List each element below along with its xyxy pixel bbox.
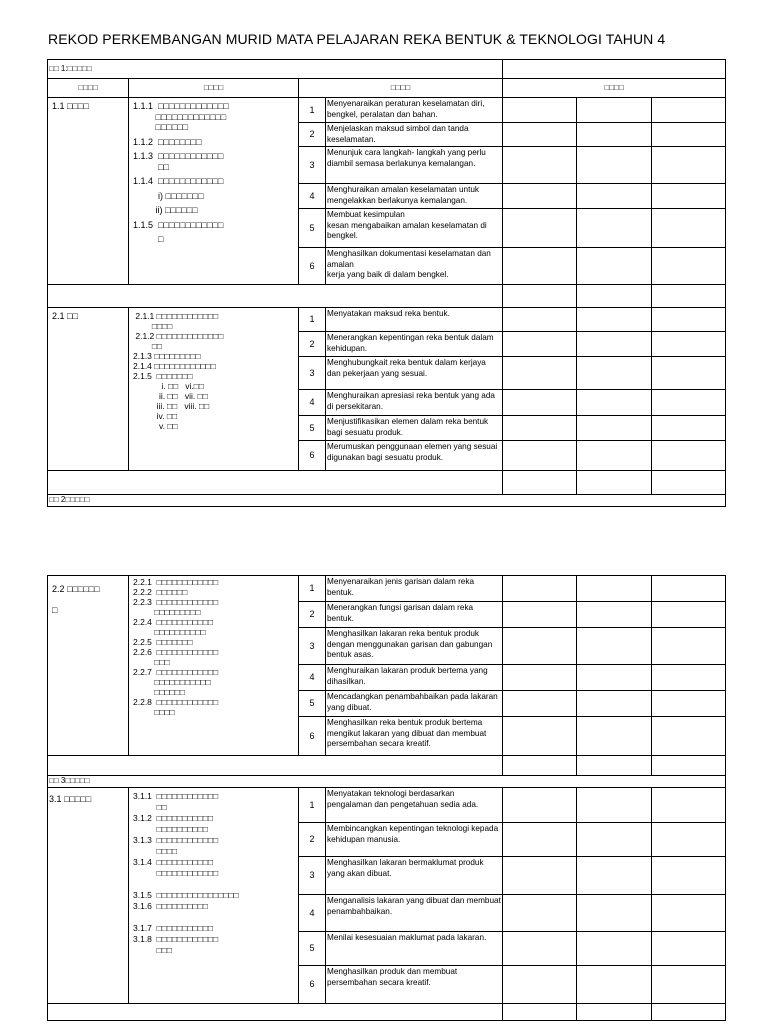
subsection-list: 2.2.1 □□□□□□□□□□□□ 2.2.2 □□□□□□ 2.2.3 □□□□□□□□□□□□ □□□□□□□□□ 2.2.4 □□□□□□□□□□□ □□□□□□□□□□ 2.2.5 □□□□□□□ 2.2.6 □□□□□□□□□□□□ □□□ 2.2.7 □□□□□□□□□□□□ □□□□□□□□□□□ □□□□□□ 2.2.8 □□□□□□□□□□□□ □□□□ [129, 576, 299, 756]
level-number: 1 [299, 576, 326, 602]
record-cell[interactable] [652, 416, 726, 441]
record-cell[interactable] [503, 390, 577, 416]
record-cell[interactable] [503, 628, 577, 665]
record-cell[interactable] [652, 691, 726, 717]
record-cell[interactable] [577, 576, 652, 602]
header-col-3: □□□□ [299, 79, 503, 98]
level-number: 6 [299, 966, 326, 1004]
level-description: Menghasilkan lakaran bermaklumat produk yang akan dibuat. [326, 857, 503, 895]
record-cell[interactable] [503, 123, 577, 147]
record-cell[interactable] [577, 98, 652, 123]
level-description: Menjustifikasikan elemen dalam reka bentuk bagi sesuatu produk. [326, 416, 503, 441]
level-description: Membincangkan kepentingan teknologi kepada kehidupan manusia. [326, 823, 503, 857]
record-cell[interactable] [577, 390, 652, 416]
record-cell[interactable] [503, 248, 577, 285]
level-description: Menghuraikan apresiasi reka bentuk yang ada di persekitaran. [326, 390, 503, 416]
record-cell[interactable] [577, 123, 652, 147]
record-cell[interactable] [577, 691, 652, 717]
record-cell[interactable] [652, 209, 726, 248]
record-cell[interactable] [577, 332, 652, 357]
level-number: 3 [299, 147, 326, 184]
level-number: 6 [299, 717, 326, 756]
record-cell[interactable] [503, 857, 577, 895]
record-cell[interactable] [577, 717, 652, 756]
record-cell[interactable] [577, 416, 652, 441]
unit-3-label: □□ 3□□□□□ [48, 776, 726, 788]
record-cell[interactable] [652, 628, 726, 665]
record-cell[interactable] [503, 665, 577, 691]
record-cell[interactable] [652, 932, 726, 966]
level-number: 2 [299, 123, 326, 147]
record-cell[interactable] [503, 147, 577, 184]
record-cell[interactable] [503, 602, 577, 628]
level-description: Menghubungkait reka bentuk dalam kerjaya dan pekerjaan yang sesuai. [326, 357, 503, 390]
record-cell[interactable] [652, 665, 726, 691]
level-number: 5 [299, 416, 326, 441]
level-number: 2 [299, 332, 326, 357]
record-cell[interactable] [503, 691, 577, 717]
level-description: Mencadangkan penambahbaikan pada lakaran yang dibuat. [326, 691, 503, 717]
section-code: 1.1 □□□□ [48, 98, 129, 285]
record-cell[interactable] [577, 184, 652, 209]
record-cell[interactable] [577, 823, 652, 857]
record-cell[interactable] [652, 576, 726, 602]
record-cell[interactable] [652, 184, 726, 209]
level-description: Menyenaraikan peraturan keselamatan diri, bengkel, peralatan dan bahan. [326, 98, 503, 123]
level-description: Menghuraikan lakaran produk bertema yang dihasilkan. [326, 665, 503, 691]
subsection-list: 3.1.1 □□□□□□□□□□□□ □□ 3.1.2 □□□□□□□□□□□ □□□□□□□□□□ 3.1.3 □□□□□□□□□□□□ □□□□ 3.1.4 □□□□□□□□□□□ □□□□□□□□□□□□ 3.1.5 □□□□□□□□□□□□□□□□ 3.1.6 □□□□□□□□□□ 3.1.7 □□□□□□□□□□□ 3.1.8 □□□□□□□□□□□□ □□□ [129, 788, 299, 1004]
header-col-2: □□□□ [129, 79, 299, 98]
level-number: 6 [299, 441, 326, 471]
level-number: 4 [299, 390, 326, 416]
record-cell[interactable] [652, 966, 726, 1004]
record-cell[interactable] [652, 123, 726, 147]
level-description: Menunjuk cara langkah- langkah yang perlu diambil semasa berlakunya kemalangan. [326, 147, 503, 184]
record-cell[interactable] [652, 441, 726, 471]
record-cell[interactable] [503, 441, 577, 471]
unit-1-label: □□ 1:□□□□□ [48, 60, 503, 79]
level-number: 5 [299, 209, 326, 248]
level-number: 6 [299, 248, 326, 285]
level-description: Menghasilkan dokumentasi keselamatan dan amalan kerja yang baik di dalam bengkel. [326, 248, 503, 285]
record-cell[interactable] [577, 147, 652, 184]
record-cell[interactable] [503, 332, 577, 357]
record-cell[interactable] [652, 98, 726, 123]
level-description: Menganalisis lakaran yang dibuat dan membuat penambahbaikan. [326, 895, 503, 932]
record-cell[interactable] [503, 932, 577, 966]
record-cell[interactable] [503, 209, 577, 248]
header-col-4: □□□□ [503, 79, 726, 98]
level-number: 3 [299, 628, 326, 665]
level-description: Menghasilkan reka bentuk produk bertema mengikut lakaran yang dibuat dan membuat persembahan secara kreatif. [326, 717, 503, 756]
section-code: 2.2 □□□□□□ □ [48, 576, 129, 756]
level-number: 2 [299, 823, 326, 857]
level-description: Menghuraikan amalan keselamatan untuk mengelakkan berlakunya kemalangan. [326, 184, 503, 209]
record-cell[interactable] [503, 98, 577, 123]
level-number: 1 [299, 788, 326, 823]
record-cell[interactable] [503, 357, 577, 390]
record-cell[interactable] [577, 248, 652, 285]
section-code: 2.1 □□ [48, 308, 129, 471]
subsection-list: 2.1.1 □□□□□□□□□□□□ □□□□ 2.1.2 □□□□□□□□□□□□□ □□ 2.1.3 □□□□□□□□□ 2.1.4 □□□□□□□□□□□□ 2.1.5 □□□□□□□ i. □□ vi.□□ ii. □□ vii. □□ iii. □□ viii. □□ iv. □□ v. □□ [129, 308, 299, 471]
record-cell[interactable] [652, 602, 726, 628]
record-cell[interactable] [652, 823, 726, 857]
record-cell[interactable] [577, 209, 652, 248]
level-number: 1 [299, 308, 326, 332]
level-description: Menerangkan fungsi garisan dalam reka bentuk. [326, 602, 503, 628]
level-description: Menghasilkan lakaran reka bentuk produk dengan menggunakan garisan dan gabungan bentuk asas. [326, 628, 503, 665]
level-number: 4 [299, 665, 326, 691]
unit-2-label: □□ 2□□□□□ [48, 495, 726, 507]
record-cell[interactable] [652, 857, 726, 895]
level-number: 2 [299, 602, 326, 628]
record-cell[interactable] [503, 823, 577, 857]
record-cell[interactable] [503, 184, 577, 209]
level-number: 5 [299, 932, 326, 966]
record-cell[interactable] [503, 717, 577, 756]
level-description: Menghasilkan produk dan membuat persembahan secara kreatif. [326, 966, 503, 1004]
record-cell[interactable] [503, 576, 577, 602]
record-cell[interactable] [503, 308, 577, 332]
level-number: 3 [299, 357, 326, 390]
record-cell[interactable] [577, 895, 652, 932]
record-cell[interactable] [503, 788, 577, 823]
record-cell[interactable] [652, 390, 726, 416]
record-table-unit-1 [47, 59, 726, 507]
page-title: REKOD PERKEMBANGAN MURID MATA PELAJARAN REKA BENTUK & TEKNOLOGI TAHUN 4 [48, 31, 666, 47]
record-cell[interactable] [652, 717, 726, 756]
record-cell[interactable] [577, 308, 652, 332]
record-cell[interactable] [652, 147, 726, 184]
level-description: Menilai kesesuaian maklumat pada lakaran. [326, 932, 503, 966]
record-cell[interactable] [652, 357, 726, 390]
record-cell[interactable] [577, 966, 652, 1004]
record-cell[interactable] [577, 628, 652, 665]
record-table-unit-2-3 [47, 575, 726, 1021]
record-cell[interactable] [503, 416, 577, 441]
header-col-1: □□□□ [48, 79, 129, 98]
record-cell[interactable] [503, 895, 577, 932]
section-code: 3.1 □□□□□ [48, 788, 129, 1004]
record-cell[interactable] [652, 788, 726, 823]
record-cell[interactable] [652, 895, 726, 932]
record-cell[interactable] [652, 248, 726, 285]
record-cell[interactable] [577, 932, 652, 966]
level-description: Menyatakan maksud reka bentuk. [326, 308, 503, 332]
record-cell[interactable] [577, 857, 652, 895]
record-cell[interactable] [577, 441, 652, 471]
level-description: Menyatakan teknologi berdasarkan pengalaman dan pengetahuan sedia ada. [326, 788, 503, 823]
level-description: Menjelaskan maksud simbol dan tanda keselamatan. [326, 123, 503, 147]
level-description: Menyenaraikan jenis garisan dalam reka bentuk. [326, 576, 503, 602]
record-cell[interactable] [577, 788, 652, 823]
level-description: Membuat kesimpulan kesan mengabaikan amalan keselamatan di bengkel. [326, 209, 503, 248]
level-number: 5 [299, 691, 326, 717]
level-description: Merumuskan penggunaan elemen yang sesuai digunakan bagi sesuatu produk. [326, 441, 503, 471]
record-cell[interactable] [577, 602, 652, 628]
record-cell[interactable] [577, 357, 652, 390]
level-number: 1 [299, 98, 326, 123]
record-cell[interactable] [652, 332, 726, 357]
record-cell[interactable] [503, 966, 577, 1004]
level-description: Menerangkan kepentingan reka bentuk dalam kehidupan. [326, 332, 503, 357]
subsection-list: 1.1.1 □□□□□□□□□□□□□ □□□□□□□□□□□□□ □□□□□□ 1.1.2 □□□□□□□□ 1.1.3 □□□□□□□□□□□□ □□ 1.1.4 □□□□□□□□□□□□ i) □□□□□□□ ii) □□□□□□ 1.1.5 □□□□□□□□□□□□ □ [129, 98, 299, 285]
level-number: 3 [299, 857, 326, 895]
record-cell[interactable] [652, 308, 726, 332]
record-cell[interactable] [577, 665, 652, 691]
level-number: 4 [299, 895, 326, 932]
level-number: 4 [299, 184, 326, 209]
